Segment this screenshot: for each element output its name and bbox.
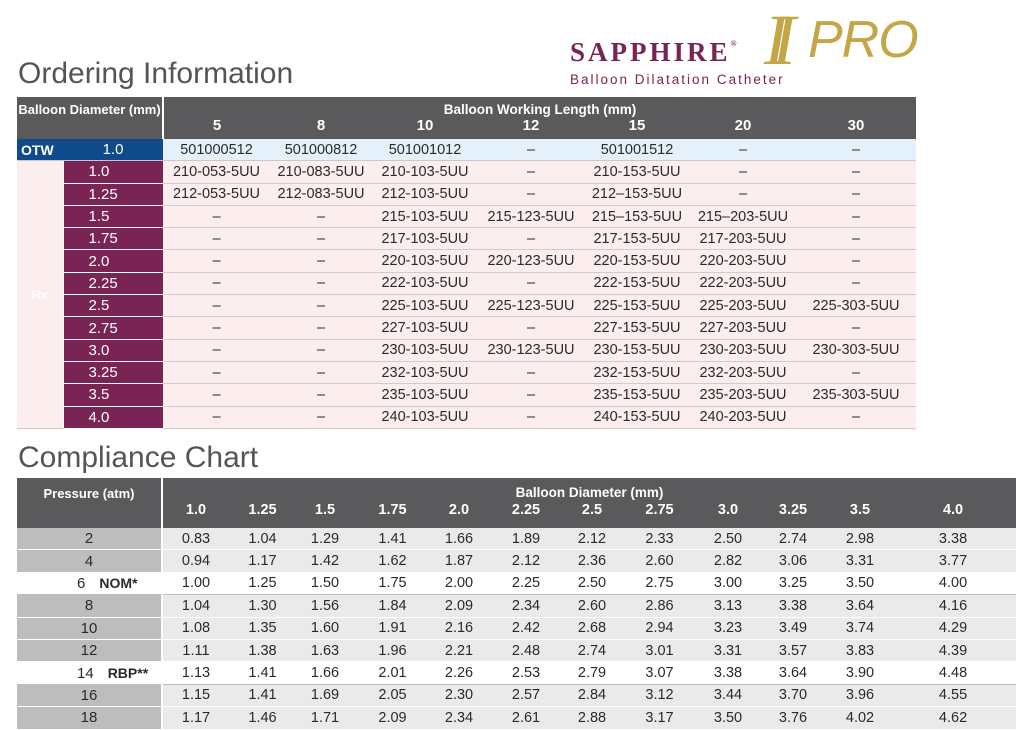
ordering-title: Ordering Information	[18, 57, 294, 90]
catalog-number-cell: 222-153-5UU	[584, 272, 690, 294]
diameter-value-cell: 2.74	[756, 528, 830, 550]
otw-diameter: 1.0	[63, 139, 163, 161]
rx-diameter: 2.75	[63, 317, 163, 339]
catalog-number-cell: –	[478, 161, 584, 183]
diameter-value-cell: 1.66	[296, 662, 354, 684]
diameter-value-cell: 3.31	[830, 550, 890, 572]
length-header-8: 8	[316, 117, 326, 134]
diameter-value-cell: 2.09	[354, 707, 431, 729]
catalog-number-cell: 212-083-5UU	[270, 183, 372, 205]
diameter-value-cell: 1.25	[229, 572, 296, 594]
diameter-header-3.0: 3.0	[717, 502, 739, 518]
rx-diameter: 2.5	[63, 295, 163, 317]
diameter-value-cell: 1.35	[229, 617, 296, 639]
rx-diameter: 3.25	[63, 361, 163, 383]
diameter-header-2.5: 2.5	[581, 502, 603, 518]
diameter-value-cell: 4.00	[890, 572, 1016, 594]
diameter-value-cell: 2.34	[487, 595, 565, 617]
compliance-row	[17, 550, 1016, 572]
catalog-number-cell: 232-153-5UU	[584, 361, 690, 383]
catalog-number-cell: 215-103-5UU	[372, 205, 478, 227]
rx-row	[17, 317, 916, 339]
diameter-value-cell: 4.39	[890, 639, 1016, 661]
diameter-value-cell: 1.41	[229, 662, 296, 684]
diameter-value-cell: 4.55	[890, 684, 1016, 706]
compliance-row	[17, 617, 1016, 639]
diameter-value-cell: 3.38	[700, 662, 756, 684]
diameter-value-cell: 1.71	[296, 707, 354, 729]
catalog-number-cell: –	[163, 272, 270, 294]
catalog-number-cell: 210-053-5UU	[163, 161, 270, 183]
catalog-number-cell: 225-153-5UU	[584, 295, 690, 317]
catalog-number-cell: 230-203-5UU	[690, 339, 796, 361]
diameter-value-cell: 2.50	[565, 572, 619, 594]
rx-row	[17, 384, 916, 406]
catalog-number-cell: –	[270, 317, 372, 339]
diameter-value-cell: 1.56	[296, 595, 354, 617]
pressure-value: 16	[80, 686, 98, 704]
diameter-value-cell: 1.89	[487, 528, 565, 550]
diameter-value-cell: 3.77	[890, 550, 1016, 572]
diameter-value-cell: 3.38	[890, 528, 1016, 550]
rx-row	[17, 205, 916, 227]
length-header-10: 10	[416, 117, 434, 134]
diameter-value-cell: 2.12	[487, 550, 565, 572]
diameter-value-cell: 1.62	[354, 550, 431, 572]
catalog-number-cell: –	[163, 295, 270, 317]
diameter-value-cell: 1.60	[296, 617, 354, 639]
diameter-value-cell: 3.83	[830, 639, 890, 661]
catalog-number-cell: 235-103-5UU	[372, 384, 478, 406]
diameter-value-cell: 2.57	[487, 684, 565, 706]
pressure-cell	[17, 662, 162, 684]
diameter-value-cell: 2.05	[354, 684, 431, 706]
diameter-value-cell: 3.90	[830, 662, 890, 684]
catalog-number-cell: –	[478, 361, 584, 383]
diameter-value-cell: 2.25	[487, 572, 565, 594]
catalog-number-cell: –	[163, 317, 270, 339]
catalog-number-cell: –	[690, 161, 796, 183]
diameter-value-cell: 3.17	[619, 707, 700, 729]
catalog-number-cell: –	[796, 228, 916, 250]
diameter-value-cell: 3.12	[619, 684, 700, 706]
product-logo	[568, 0, 918, 90]
pressure-cell	[17, 572, 162, 594]
logo-pro: PRO	[808, 11, 918, 69]
catalog-number-cell: 222-103-5UU	[372, 272, 478, 294]
compliance-row	[17, 639, 1016, 661]
catalog-number-cell: 212-103-5UU	[372, 183, 478, 205]
catalog-number-cell: 230-303-5UU	[796, 339, 916, 361]
diameter-value-cell: 3.64	[756, 662, 830, 684]
diameter-value-cell: 3.06	[756, 550, 830, 572]
rx-diameter: 3.5	[63, 384, 163, 406]
diameter-header-2.25: 2.25	[511, 502, 541, 518]
catalog-number-cell: 215-123-5UU	[478, 205, 584, 227]
pressure-cell	[17, 617, 162, 639]
pressure-tag: RBP**	[107, 664, 149, 681]
diameter-header: Balloon Diameter (mm)	[17, 97, 163, 139]
catalog-number-cell: 235-203-5UU	[690, 384, 796, 406]
diameter-header-1.0: 1.0	[185, 502, 207, 518]
diameter-header-1.5: 1.5	[314, 502, 336, 518]
compliance-row	[17, 684, 1016, 706]
catalog-number-cell: –	[163, 205, 270, 227]
catalog-number-cell: –	[478, 228, 584, 250]
diameter-value-cell: 2.53	[487, 662, 565, 684]
catalog-number-cell: –	[478, 406, 584, 428]
compliance-diameter-header: Balloon Diameter (mm)	[515, 485, 664, 500]
diameter-value-cell: 2.01	[354, 662, 431, 684]
pressure-cell	[17, 528, 162, 550]
logo-roman-numeral: II	[764, 0, 780, 80]
rx-row	[17, 183, 916, 205]
catalog-number-cell: 501001012	[372, 139, 478, 161]
catalog-number-cell: 220-203-5UU	[690, 250, 796, 272]
pressure-cell	[17, 550, 162, 572]
length-header-30: 30	[847, 117, 865, 134]
diameter-value-cell: 2.98	[830, 528, 890, 550]
catalog-number-cell: –	[796, 183, 916, 205]
diameter-header-2.75: 2.75	[645, 502, 674, 518]
diameter-value-cell: 3.76	[756, 707, 830, 729]
logo-subtitle: Balloon Dilatation Catheter	[570, 72, 785, 87]
diameter-value-cell: 4.29	[890, 617, 1016, 639]
diameter-value-cell: 2.50	[700, 528, 756, 550]
diameter-value-cell: 1.11	[162, 639, 229, 661]
catalog-number-cell: 240-153-5UU	[584, 406, 690, 428]
catalog-number-cell: 225-303-5UU	[796, 295, 916, 317]
compliance-row	[17, 572, 1016, 594]
diameter-value-cell: 1.17	[162, 707, 229, 729]
catalog-number-cell: –	[796, 361, 916, 383]
catalog-number-cell: –	[796, 139, 916, 161]
diameter-value-cell: 1.66	[431, 528, 487, 550]
diameter-value-cell: 1.41	[229, 684, 296, 706]
rx-label: Rx	[17, 161, 63, 429]
diameter-value-cell: 1.46	[229, 707, 296, 729]
catalog-number-cell: 227-203-5UU	[690, 317, 796, 339]
diameter-value-cell: 3.70	[756, 684, 830, 706]
pressure-header: Pressure (atm)	[17, 478, 162, 528]
catalog-number-cell: –	[163, 361, 270, 383]
rx-diameter: 1.5	[63, 205, 163, 227]
catalog-number-cell: –	[796, 250, 916, 272]
length-header-20: 20	[734, 117, 752, 134]
catalog-number-cell: 210-153-5UU	[584, 161, 690, 183]
catalog-number-cell: –	[270, 205, 372, 227]
catalog-number-cell: –	[796, 272, 916, 294]
diameter-value-cell: 1.42	[296, 550, 354, 572]
diameter-value-cell: 2.84	[565, 684, 619, 706]
diameter-value-cell: 1.04	[229, 528, 296, 550]
diameter-header-1.25: 1.25	[248, 502, 277, 518]
diameter-value-cell: 1.30	[229, 595, 296, 617]
rx-diameter: 1.0	[63, 161, 163, 183]
diameter-value-cell: 2.42	[487, 617, 565, 639]
diameter-value-cell: 1.29	[296, 528, 354, 550]
diameter-value-cell: 2.33	[619, 528, 700, 550]
catalog-number-cell: 232-203-5UU	[690, 361, 796, 383]
logo-brand: SAPPHIRE®	[570, 37, 737, 67]
pressure-tag: NOM*	[99, 574, 138, 591]
diameter-value-cell: 3.96	[830, 684, 890, 706]
catalog-number-cell: 225-203-5UU	[690, 295, 796, 317]
diameter-header-4.0: 4.0	[942, 502, 964, 518]
diameter-value-cell: 3.38	[756, 595, 830, 617]
diameter-value-cell: 3.01	[619, 639, 700, 661]
pressure-cell	[17, 707, 162, 729]
diameter-value-cell: 1.04	[162, 595, 229, 617]
catalog-number-cell: 235-153-5UU	[584, 384, 690, 406]
working-length-header: Balloon Working Length (mm)	[443, 102, 637, 117]
pressure-value: 8	[84, 597, 94, 615]
diameter-value-cell: 3.74	[830, 617, 890, 639]
diameter-header-3.25: 3.25	[778, 502, 808, 518]
length-header-12: 12	[522, 117, 540, 134]
catalog-number-cell: –	[796, 406, 916, 428]
diameter-value-cell: 3.50	[700, 707, 756, 729]
diameter-value-cell: 3.64	[830, 595, 890, 617]
diameter-value-cell: 1.63	[296, 639, 354, 661]
catalog-number-cell: –	[270, 339, 372, 361]
catalog-number-cell: –	[270, 250, 372, 272]
pressure-value: 6	[77, 574, 86, 592]
diameter-value-cell: 2.88	[565, 707, 619, 729]
catalog-number-cell: 230-153-5UU	[584, 339, 690, 361]
catalog-number-cell: –	[478, 272, 584, 294]
catalog-number-cell: –	[163, 228, 270, 250]
diameter-value-cell: 1.84	[354, 595, 431, 617]
otw-row	[17, 139, 916, 161]
diameter-value-cell: 2.21	[431, 639, 487, 661]
catalog-number-cell: 501001512	[584, 139, 690, 161]
compliance-title: Compliance Chart	[18, 441, 259, 474]
catalog-number-cell: –	[796, 317, 916, 339]
rx-row	[17, 295, 916, 317]
pressure-value: 4	[84, 552, 94, 570]
rx-row	[17, 361, 916, 383]
catalog-number-cell: 227-103-5UU	[372, 317, 478, 339]
diameter-value-cell: 2.79	[565, 662, 619, 684]
length-header-5: 5	[212, 117, 222, 134]
catalog-number-cell: 217-203-5UU	[690, 228, 796, 250]
catalog-number-cell: 501000812	[270, 139, 372, 161]
diameter-value-cell: 4.16	[890, 595, 1016, 617]
catalog-number-cell: –	[163, 250, 270, 272]
diameter-value-cell: 4.48	[890, 662, 1016, 684]
rx-diameter: 2.0	[63, 250, 163, 272]
catalog-number-cell: –	[163, 406, 270, 428]
catalog-number-cell: 227-153-5UU	[584, 317, 690, 339]
catalog-number-cell: 230-103-5UU	[372, 339, 478, 361]
diameter-value-cell: 0.83	[162, 528, 229, 550]
catalog-number-cell: 210-083-5UU	[270, 161, 372, 183]
diameter-value-cell: 2.36	[565, 550, 619, 572]
rx-row	[17, 406, 916, 428]
catalog-number-cell: 501000512	[163, 139, 270, 161]
catalog-number-cell: –	[270, 361, 372, 383]
catalog-number-cell: 220-153-5UU	[584, 250, 690, 272]
diameter-value-cell: 2.09	[431, 595, 487, 617]
catalog-number-cell: 240-203-5UU	[690, 406, 796, 428]
catalog-number-cell: 220-103-5UU	[372, 250, 478, 272]
catalog-number-cell: –	[163, 384, 270, 406]
diameter-value-cell: 3.25	[756, 572, 830, 594]
diameter-value-cell: 1.96	[354, 639, 431, 661]
diameter-value-cell: 3.00	[700, 572, 756, 594]
catalog-number-cell: 210-103-5UU	[372, 161, 478, 183]
catalog-number-cell: –	[796, 205, 916, 227]
diameter-header-1.75: 1.75	[378, 502, 407, 518]
diameter-header-3.5: 3.5	[849, 502, 871, 518]
pressure-cell	[17, 595, 162, 617]
diameter-value-cell: 2.94	[619, 617, 700, 639]
otw-label: OTW	[17, 139, 63, 161]
diameter-value-cell: 1.08	[162, 617, 229, 639]
diameter-value-cell: 2.60	[619, 550, 700, 572]
diameter-value-cell: 2.48	[487, 639, 565, 661]
diameter-value-cell: 1.69	[296, 684, 354, 706]
catalog-number-cell: –	[270, 272, 372, 294]
catalog-number-cell: 225-123-5UU	[478, 295, 584, 317]
catalog-number-cell: 217-103-5UU	[372, 228, 478, 250]
rx-diameter: 4.0	[63, 406, 163, 428]
diameter-value-cell: 4.62	[890, 707, 1016, 729]
diameter-value-cell: 2.30	[431, 684, 487, 706]
rx-diameter: 1.25	[63, 183, 163, 205]
catalog-number-cell: 235-303-5UU	[796, 384, 916, 406]
catalog-number-cell: –	[478, 384, 584, 406]
rx-row	[17, 161, 916, 183]
diameter-value-cell: 1.75	[354, 572, 431, 594]
compliance-row	[17, 707, 1016, 729]
catalog-number-cell: 217-153-5UU	[584, 228, 690, 250]
diameter-value-cell: 2.61	[487, 707, 565, 729]
diameter-value-cell: 1.15	[162, 684, 229, 706]
catalog-number-cell: 215–153-5UU	[584, 205, 690, 227]
diameter-value-cell: 1.00	[162, 572, 229, 594]
rx-row	[17, 228, 916, 250]
pressure-value: 14	[77, 664, 94, 682]
pressure-value: 2	[84, 530, 94, 548]
compliance-row	[17, 595, 1016, 617]
catalog-number-cell: –	[163, 339, 270, 361]
diameter-value-cell: 2.12	[565, 528, 619, 550]
rx-row	[17, 272, 916, 294]
catalog-number-cell: –	[478, 139, 584, 161]
diameter-value-cell: 2.16	[431, 617, 487, 639]
catalog-number-cell: 225-103-5UU	[372, 295, 478, 317]
diameter-value-cell: 3.49	[756, 617, 830, 639]
pressure-cell	[17, 684, 162, 706]
pressure-cell	[17, 639, 162, 661]
diameter-value-cell: 3.07	[619, 662, 700, 684]
catalog-number-cell: 220-123-5UU	[478, 250, 584, 272]
catalog-number-cell: 232-103-5UU	[372, 361, 478, 383]
diameter-value-cell: 2.74	[565, 639, 619, 661]
compliance-table	[17, 478, 1016, 730]
catalog-number-cell: –	[690, 139, 796, 161]
catalog-number-cell: –	[690, 183, 796, 205]
catalog-number-cell: –	[270, 228, 372, 250]
diameter-value-cell: 3.31	[700, 639, 756, 661]
ordering-table	[17, 97, 916, 429]
diameter-value-cell: 1.13	[162, 662, 229, 684]
diameter-value-cell: 2.82	[700, 550, 756, 572]
diameter-value-cell: 2.75	[619, 572, 700, 594]
catalog-number-cell: 215–203-5UU	[690, 205, 796, 227]
rx-row	[17, 250, 916, 272]
diameter-value-cell: 3.50	[830, 572, 890, 594]
diameter-value-cell: 2.26	[431, 662, 487, 684]
diameter-value-cell: 4.02	[830, 707, 890, 729]
diameter-header-2.0: 2.0	[448, 502, 470, 518]
catalog-number-cell: –	[796, 161, 916, 183]
catalog-number-cell: –	[270, 406, 372, 428]
pressure-value: 12	[80, 642, 98, 660]
catalog-number-cell: 222-203-5UU	[690, 272, 796, 294]
diameter-value-cell: 3.44	[700, 684, 756, 706]
catalog-number-cell: –	[478, 183, 584, 205]
catalog-number-cell: 240-103-5UU	[372, 406, 478, 428]
compliance-row	[17, 662, 1016, 684]
diameter-value-cell: 2.86	[619, 595, 700, 617]
pressure-value: 18	[80, 709, 98, 727]
length-header-15: 15	[628, 117, 646, 134]
diameter-value-cell: 1.87	[431, 550, 487, 572]
rx-row	[17, 339, 916, 361]
diameter-value-cell: 2.68	[565, 617, 619, 639]
rx-diameter: 1.75	[63, 228, 163, 250]
diameter-value-cell: 1.41	[354, 528, 431, 550]
catalog-number-cell: 212-053-5UU	[163, 183, 270, 205]
diameter-value-cell: 0.94	[162, 550, 229, 572]
catalog-number-cell: 212–153-5UU	[584, 183, 690, 205]
rx-diameter: 2.25	[63, 272, 163, 294]
diameter-value-cell: 2.60	[565, 595, 619, 617]
diameter-value-cell: 3.13	[700, 595, 756, 617]
rx-diameter: 3.0	[63, 339, 163, 361]
diameter-value-cell: 1.38	[229, 639, 296, 661]
catalog-number-cell: –	[478, 317, 584, 339]
compliance-row	[17, 528, 1016, 550]
diameter-value-cell: 1.17	[229, 550, 296, 572]
diameter-value-cell: 1.50	[296, 572, 354, 594]
diameter-value-cell: 1.91	[354, 617, 431, 639]
catalog-number-cell: –	[270, 384, 372, 406]
catalog-number-cell: –	[270, 295, 372, 317]
catalog-number-cell: 230-123-5UU	[478, 339, 584, 361]
diameter-value-cell: 3.57	[756, 639, 830, 661]
diameter-value-cell: 3.23	[700, 617, 756, 639]
pressure-value: 10	[80, 619, 98, 637]
diameter-value-cell: 2.00	[431, 572, 487, 594]
diameter-value-cell: 2.34	[431, 707, 487, 729]
